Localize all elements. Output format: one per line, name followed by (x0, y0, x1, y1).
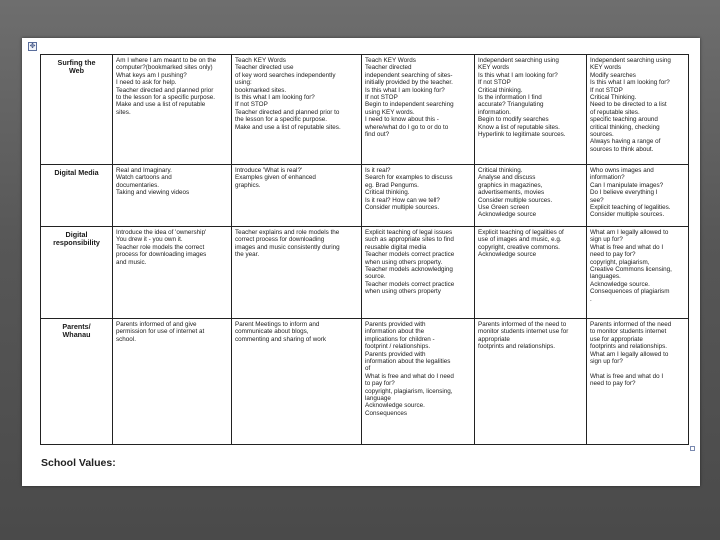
cell-text-line: Parents provided with (365, 321, 426, 328)
cell-text-line: Is this what I am looking for? (365, 86, 445, 94)
cell-text-line: Do I believe everything I (590, 189, 658, 197)
cell-text-line: Consider multiple sources. (590, 211, 665, 219)
row-header-line: Digital (65, 230, 88, 239)
cell-text-line: Teach KEY Words (235, 57, 286, 64)
cell-text-line: use of images and music, e.g. (478, 236, 562, 244)
cell-text-line: You drew it - you own it. (116, 236, 183, 244)
cell-text-line: Can I manipulate images? (590, 181, 664, 189)
cell-text-line: sites. (116, 108, 131, 116)
cell-text-line: . (590, 295, 592, 303)
table-row (41, 227, 689, 319)
cell-text-line: Parents informed of and give (116, 321, 197, 328)
cell-text-line: Real and Imaginary. (116, 167, 172, 174)
row-header-line: Surfing the (57, 58, 96, 67)
cell-text-line: Parents informed of the need to (478, 321, 567, 328)
cell-text-line: KEY words (478, 64, 510, 72)
cell-text-line: and music. (116, 258, 147, 266)
cell-text-line: information about the legalities (365, 358, 451, 366)
row-header (41, 55, 113, 165)
cell-text-line: accurate? Triangulating (478, 101, 544, 109)
cell-text-line: sources to think about. (590, 145, 654, 153)
cell-text-line: commenting and sharing of work (235, 335, 327, 343)
table-cell[interactable] (587, 227, 689, 319)
cell-text-line: I need to ask for help. (116, 79, 177, 87)
cell-text-line: the year. (235, 251, 260, 259)
cell-text-line: What am I legally allowed to (590, 229, 669, 236)
cell-text-line: see? (590, 196, 604, 204)
cell-text-line: information. (478, 108, 511, 116)
table-cell[interactable] (232, 227, 362, 319)
cell-text-line: I need to know about this - (365, 116, 439, 124)
cell-text-line: Parent Meetings to inform and (235, 321, 320, 328)
cell-text-line: Teacher directed (365, 64, 412, 72)
cell-text-line: languages. (590, 273, 621, 281)
cell-text-line: need to pay for? (590, 251, 636, 259)
cell-text-line: Is this what I am looking for? (590, 79, 670, 87)
cell-text-line: Critical thinking. (365, 189, 410, 197)
cell-text-line: Teacher explains and role models the (235, 229, 340, 236)
cell-text-line: sources. (590, 131, 614, 139)
table-cell[interactable] (587, 165, 689, 227)
move-icon[interactable]: ✥ (29, 43, 36, 50)
table-cell[interactable] (362, 319, 475, 445)
cell-text-line: KEY words (590, 64, 622, 72)
cell-text-line: copyright, plagiarism, (590, 258, 650, 266)
table-cell[interactable] (232, 55, 362, 165)
rubric-table (40, 54, 689, 445)
table-row (41, 165, 689, 227)
cell-text-line: information about the (365, 328, 425, 336)
cell-text-line: of reputable sites. (590, 108, 640, 116)
cell-text-line: sign up for? (590, 236, 623, 244)
cell-text-line: What am I legally allowed to (590, 350, 669, 358)
cell-text-line: If not STOP (478, 79, 511, 87)
row-header (41, 319, 113, 445)
cell-text-line: footprints and relationships. (590, 343, 668, 351)
cell-text-line: where/what do I go to or do to (365, 123, 449, 131)
table-cell[interactable] (113, 55, 232, 165)
cell-text-line: Parents informed of the need (590, 321, 672, 328)
cell-text-line: Make and use a list of reputable (116, 101, 206, 109)
row-header (41, 165, 113, 227)
cell-text-line: find out? (365, 131, 390, 139)
row-header-line: Web (68, 66, 85, 76)
table-row (41, 55, 689, 165)
cell-text-line: source. (365, 273, 386, 281)
cell-text-line: Teacher directed and planned prior (116, 86, 214, 94)
cell-text-line: Taking and viewing videos (116, 189, 190, 197)
cell-text-line: Begin to independent searching (365, 101, 454, 109)
table-row (41, 319, 689, 445)
cell-text-line: Teach KEY Words (365, 57, 416, 64)
cell-text-line: Acknowledge source. (590, 280, 650, 288)
cell-text-line: Consider multiple sources. (365, 204, 440, 212)
cell-text-line: implications for children - (365, 335, 435, 343)
cell-text-line: Hyperlink to legitimate sources. (478, 131, 566, 139)
cell-text-line: Teacher models acknowledging (365, 266, 453, 274)
cell-text-line: Independent searching using (590, 57, 671, 64)
cell-text-line: Introduce the idea of 'ownership' (116, 229, 207, 236)
cell-text-line: using: (235, 79, 252, 87)
cell-text-line: Teacher directed use (235, 64, 294, 72)
cell-text-line: Is this what I am looking for? (235, 94, 315, 102)
cell-text-line: Consequences of plagiarism (590, 288, 670, 296)
table-cell[interactable] (113, 319, 232, 445)
cell-text-line: Need to be directed to a list (590, 101, 667, 109)
cell-text-line: graphics. (235, 181, 261, 189)
school-values-heading: School Values: (41, 457, 116, 469)
cell-text-line: images and music consistently during (235, 243, 340, 251)
table-resize-handle[interactable] (690, 446, 695, 451)
cell-text-line: computer?(bookmarked sites only) (116, 64, 213, 72)
cell-text-line: process for downloading images (116, 251, 207, 259)
table-cell[interactable] (475, 55, 587, 165)
cell-text-line: monitor students internet use for (478, 328, 569, 336)
cell-text-line: What keys am I pushing? (116, 71, 187, 79)
table-cell[interactable] (475, 227, 587, 319)
cell-text-line: Is the information I find (478, 94, 542, 102)
cell-text-line: Who owns images and (590, 167, 654, 174)
cell-text-line: Teacher role models the correct (116, 243, 205, 251)
table-cell[interactable] (232, 165, 362, 227)
cell-text-line: appropriate (478, 335, 510, 343)
cell-text-line: school. (116, 335, 136, 343)
cell-text-line: permission for use of internet at (116, 328, 205, 336)
cell-text-line: information? (590, 174, 625, 182)
cell-text-line: Always having a range of (590, 138, 661, 146)
cell-text-line: critical thinking, checking (590, 123, 660, 131)
cell-text-line: graphics in magazines, (478, 181, 543, 189)
cell-text-line: Search for examples to discuss (365, 174, 453, 182)
cell-text-line: If not STOP (365, 94, 398, 102)
cell-text-line: Consider multiple sources. (478, 196, 553, 204)
cell-text-line: when using others property (365, 288, 441, 296)
cell-text-line: Acknowledge source (478, 211, 537, 219)
row-header (41, 227, 113, 319)
cell-text-line: Critical thinking. (478, 86, 523, 94)
table-cell[interactable] (475, 319, 587, 445)
table-cell[interactable] (232, 319, 362, 445)
cell-text-line: initially provided by the teacher. (365, 79, 453, 87)
cell-text-line: Critical Thinking. (590, 94, 637, 102)
cell-text-line: documentaries. (116, 181, 160, 189)
cell-text-line: sign up for? (590, 358, 623, 366)
table-cell[interactable] (113, 165, 232, 227)
cell-text-line: Watch cartoons and (116, 174, 172, 182)
cell-text-line (590, 365, 685, 372)
cell-text-line: Teacher models correct practice (365, 251, 455, 259)
cell-text-line: Acknowledge source. (365, 402, 425, 410)
cell-text-line: If not STOP (590, 86, 623, 94)
cell-text-line: eg. Brad Pengums. (365, 181, 419, 189)
cell-text-line: reusable digital media (365, 243, 427, 251)
cell-text-line: use for appropriate (590, 335, 643, 343)
cell-text-line: the lesson for a specific purpose. (235, 116, 328, 124)
cell-text-line: copyright, creative commons. (478, 243, 560, 251)
cell-text-line: Independent searching using (478, 57, 559, 64)
row-header-line: Digital Media (54, 168, 99, 177)
cell-text-line: Parents provided with (365, 350, 426, 358)
row-header-line: responsibility (53, 238, 100, 248)
cell-text-line: Explicit teaching of legalities of (478, 229, 564, 236)
table-cell[interactable] (587, 55, 689, 165)
cell-text-line: Know a list of reputable sites. (478, 123, 560, 131)
cell-text-line: footprints and relationships. (478, 343, 556, 351)
cell-text-line: Creative Commons licensing, (590, 266, 672, 274)
cell-text-line: to pay for? (365, 380, 395, 388)
cell-text-line: copyright, plagiarism, licensing, (365, 387, 453, 395)
cell-text-line: Acknowledge source (478, 251, 537, 259)
cell-text-line: language (365, 395, 391, 403)
cell-text-line: independent searching of sites- (365, 71, 453, 79)
table-cell[interactable] (587, 319, 689, 445)
cell-text-line: correct process for downloading (235, 236, 325, 244)
cell-text-line: What is free and what do I need (365, 372, 454, 380)
cell-text-line: Modify searches (590, 71, 636, 79)
table-cell[interactable] (475, 165, 587, 227)
cell-text-line: need to pay for? (590, 380, 636, 388)
cell-text-line: specific teaching around (590, 116, 658, 124)
cell-text-line: when using others property. (365, 258, 443, 266)
document-page (22, 38, 700, 486)
cell-text-line: of (365, 365, 371, 373)
cell-text-line: Consequences (365, 409, 408, 417)
cell-text-line: advertisements, movies (478, 189, 545, 197)
cell-text-line: to monitor students internet (590, 328, 667, 336)
cell-text-line: Is it real? How can we tell? (365, 196, 440, 204)
cell-text-line: If not STOP (235, 101, 268, 109)
cell-text-line: using KEY words. (365, 108, 415, 116)
cell-text-line: What is free and what do I (590, 372, 664, 380)
table-cell[interactable] (362, 227, 475, 319)
row-header-line: Parents/ (62, 322, 91, 331)
table-cell[interactable] (362, 165, 475, 227)
cell-text-line: Explicit teaching of legalities. (590, 204, 671, 212)
cell-text-line: footprint / relationships. (365, 343, 431, 351)
cell-text-line: Introduce 'What is real?' (235, 167, 303, 174)
cell-text-line: to the lesson for a specific purpose. (116, 94, 216, 102)
table-cell[interactable] (362, 55, 475, 165)
cell-text-line: Explicit teaching of legal issues (365, 229, 453, 236)
cell-text-line: Examples given of enhanced (235, 174, 316, 182)
cell-text-line: Teacher directed and planned prior to (235, 108, 340, 116)
cell-text-line: Teacher models correct practice (365, 280, 455, 288)
cell-text-line: Is it real? (365, 167, 391, 174)
cell-text-line: Begin to modify searches (478, 116, 549, 124)
row-header-line: Whanau (62, 330, 91, 340)
table-cell[interactable] (113, 227, 232, 319)
cell-text-line: of key word searches independently (235, 71, 336, 79)
cell-text-line: Make and use a list of reputable sites. (235, 123, 341, 131)
cell-text-line: communicate about blogs, (235, 328, 309, 336)
cell-text-line: such as appropriate sites to find (365, 236, 454, 244)
cell-text-line: Critical thinking. (478, 167, 523, 174)
cell-text-line: Analyse and discuss (478, 174, 536, 182)
cell-text-line: What is free and what do I (590, 243, 664, 251)
cell-text-line: bookmarked sites. (235, 86, 287, 94)
cell-text-line: Am I where I am meant to be on the (116, 57, 217, 64)
cell-text-line: Is this what I am looking for? (478, 71, 558, 79)
cell-text-line: Use Green screen (478, 204, 530, 212)
